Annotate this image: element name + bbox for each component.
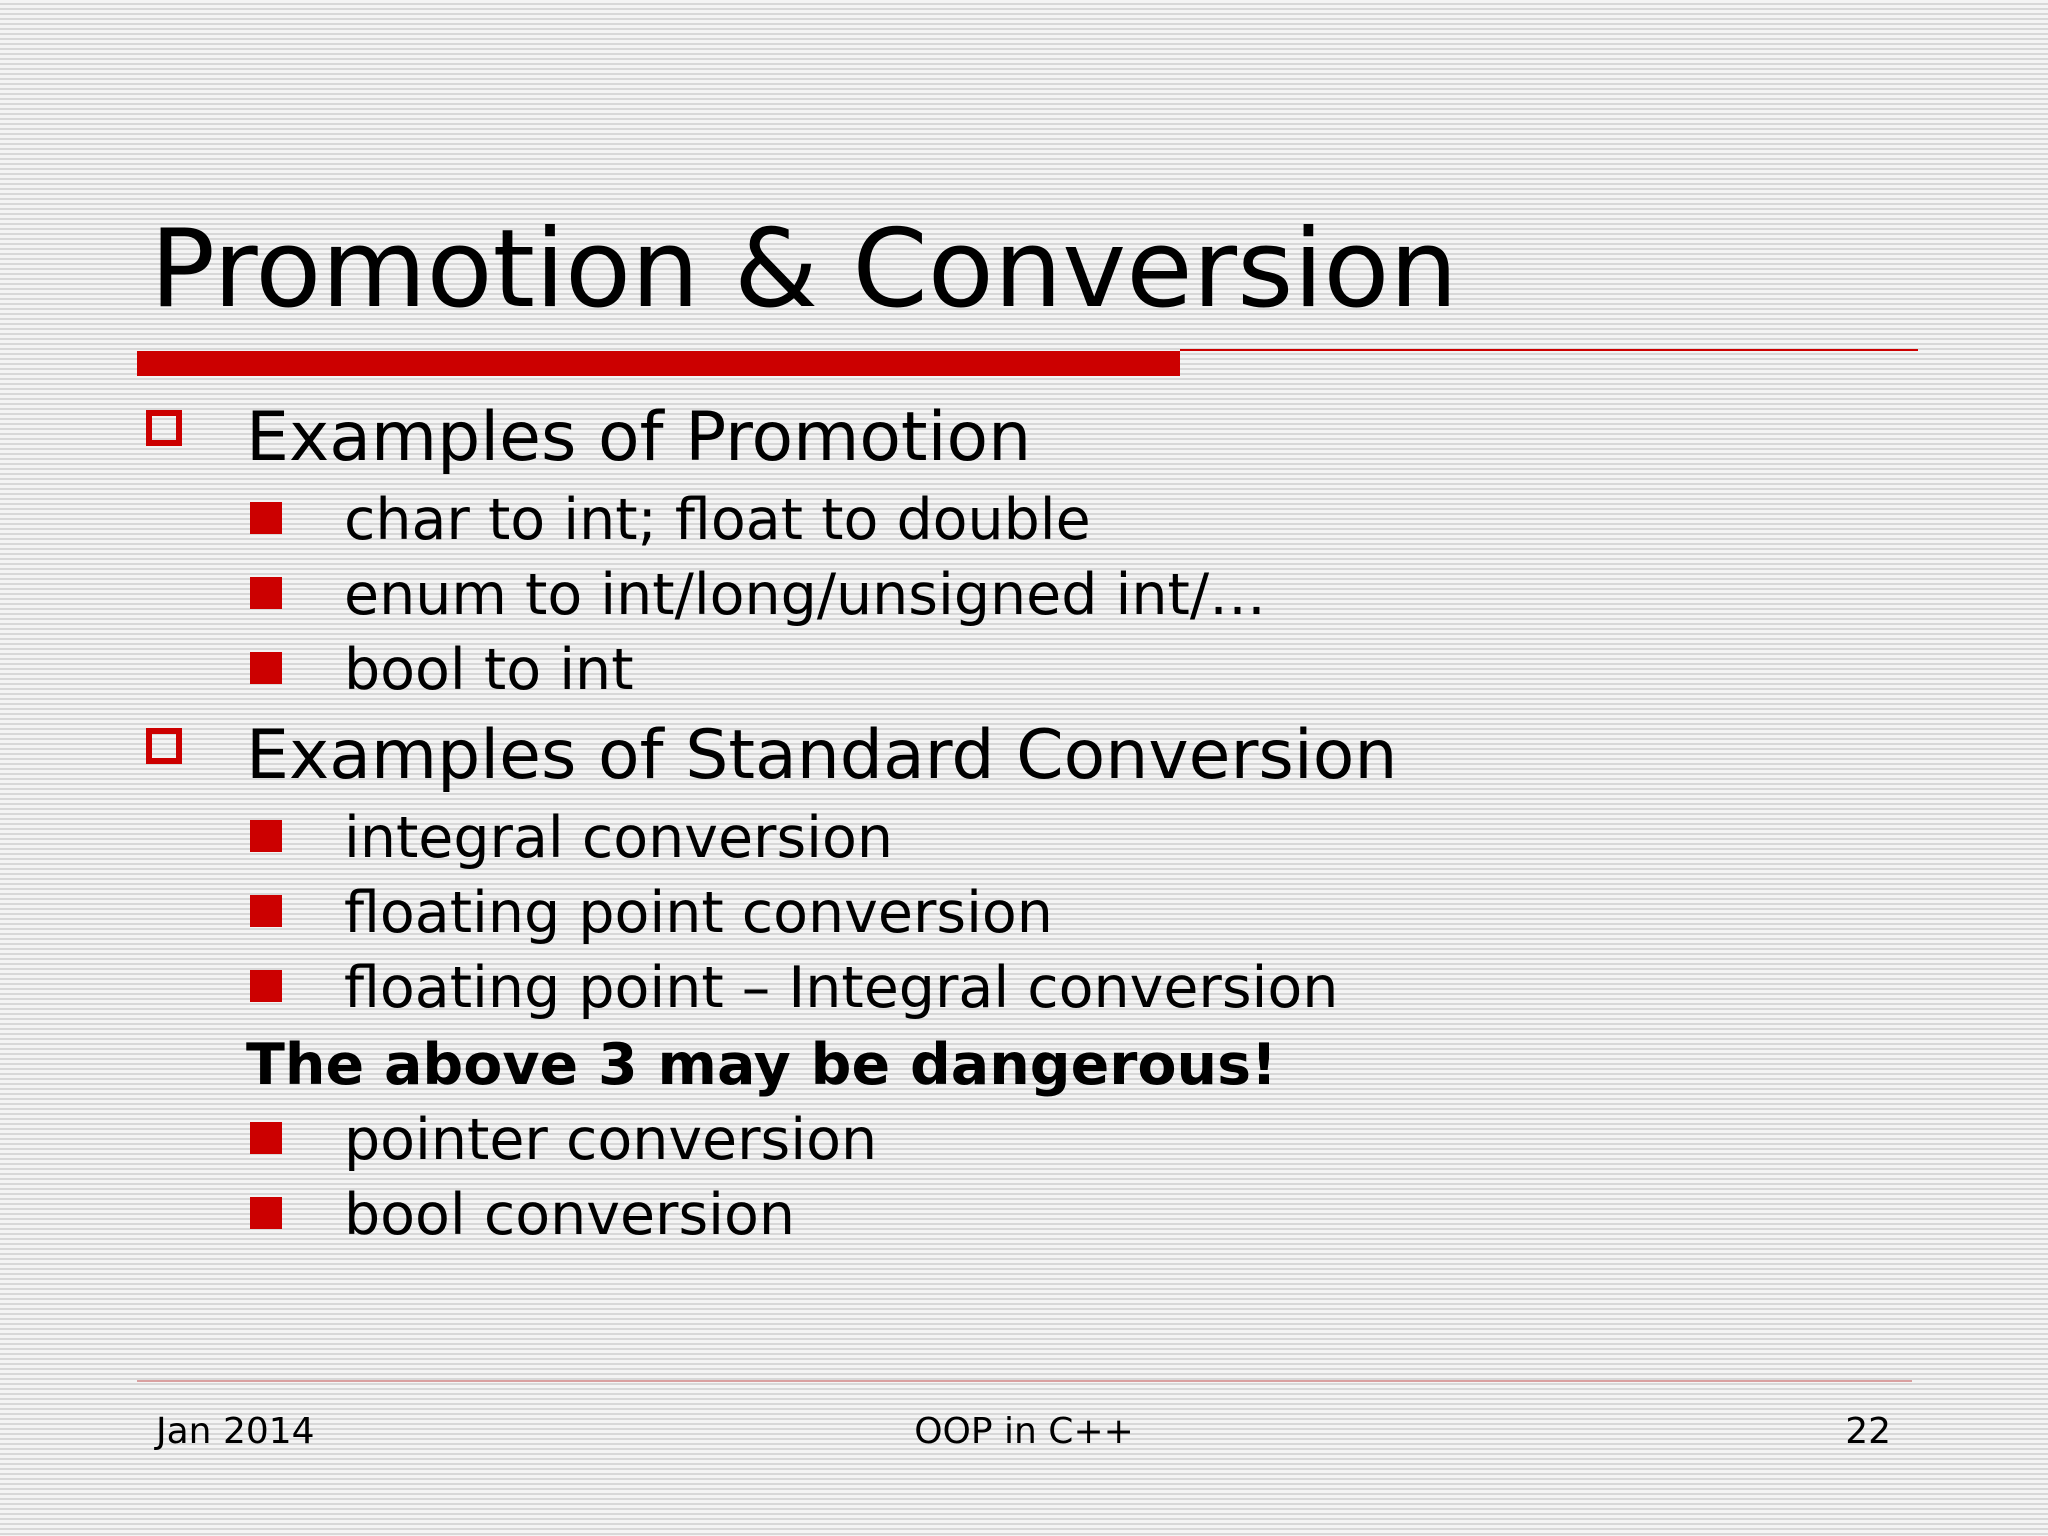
filled-square-bullet-icon [250,652,282,684]
slide-title: Promotion & Conversion [150,207,1458,332]
section-heading-standard-conversion: Examples of Standard Conversion [246,716,1398,795]
footer-divider [137,1380,1912,1382]
section-heading-promotion: Examples of Promotion [246,398,1032,477]
list-item: floating point conversion [344,880,1053,946]
footer-course-title: OOP in C++ [914,1411,1134,1452]
hollow-square-bullet-icon [146,410,182,446]
title-underline-thin [1180,349,1918,351]
filled-square-bullet-icon [250,577,282,609]
list-item: floating point – Integral conversion [344,955,1339,1021]
filled-square-bullet-icon [250,502,282,534]
hollow-square-bullet-icon [146,728,182,764]
filled-square-bullet-icon [250,820,282,852]
footer-date: Jan 2014 [156,1411,315,1452]
filled-square-bullet-icon [250,895,282,927]
footer-page-number: 22 [1845,1411,1891,1452]
filled-square-bullet-icon [250,1197,282,1229]
list-item: integral conversion [344,805,893,871]
list-item: enum to int/long/unsigned int/… [344,562,1267,628]
list-item: bool to int [344,637,634,703]
warning-note: The above 3 may be dangerous! [246,1032,1278,1098]
filled-square-bullet-icon [250,970,282,1002]
list-item: char to int; float to double [344,487,1091,553]
list-item: bool conversion [344,1182,795,1248]
filled-square-bullet-icon [250,1122,282,1154]
title-underline-thick [137,351,1180,376]
list-item: pointer conversion [344,1107,878,1173]
